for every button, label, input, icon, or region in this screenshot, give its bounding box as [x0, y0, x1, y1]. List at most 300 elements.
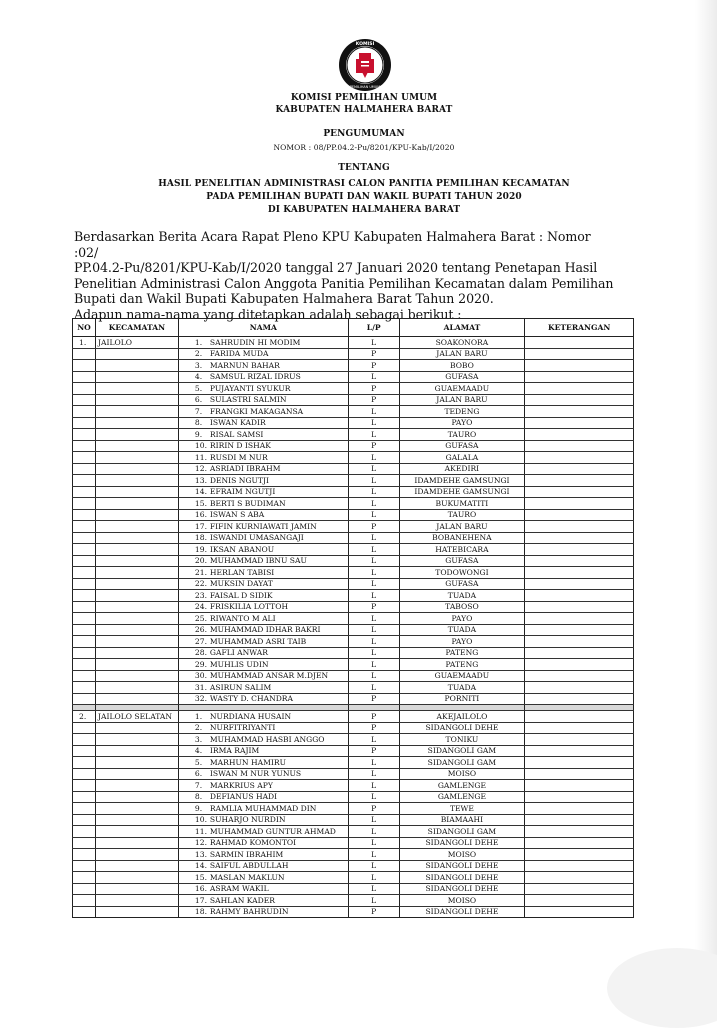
cell-keterangan: [525, 803, 634, 815]
row-number: 19.: [194, 544, 207, 554]
cell-lp: P: [348, 803, 399, 815]
cell-no: [73, 906, 96, 918]
cell-no: [73, 803, 96, 815]
cell-lp: L: [348, 532, 399, 544]
cell-keterangan: [525, 757, 634, 769]
cell-nama: [178, 895, 348, 907]
row-number: 22.: [194, 579, 207, 589]
cell-lp: L: [348, 895, 399, 907]
cell-nama: [178, 768, 348, 780]
subject-line-3: DI KABUPATEN HALMAHERA BARAT: [267, 205, 461, 215]
intro-line: Adapun nama-nama yang ditetapkan adalah sebagai berikut :: [74, 306, 462, 322]
cell-keterangan: [525, 906, 634, 918]
cell-lp: P: [348, 601, 399, 613]
person-name: ISWAN S ABA: [209, 510, 265, 520]
cell-kecamatan: [95, 613, 178, 625]
cell-lp: L: [348, 791, 399, 803]
row-number: 6.: [194, 395, 203, 405]
person-name: MARHUN HAMIRU: [209, 757, 286, 767]
cell-keterangan: [525, 475, 634, 487]
cell-kecamatan: [95, 452, 178, 464]
cell-alamat: AKEDIRI: [399, 463, 525, 475]
cell-no: [73, 682, 96, 694]
row-number: 15.: [194, 498, 207, 508]
cell-kecamatan: [95, 394, 178, 406]
cell-lp: L: [348, 682, 399, 694]
cell-no: [73, 578, 96, 590]
cell-nama: [178, 780, 348, 792]
cell-kecamatan: [95, 791, 178, 803]
row-number: 24.: [194, 602, 207, 612]
announcement-title: PENGUMUMAN: [323, 129, 405, 139]
cell-no: [73, 791, 96, 803]
cell-keterangan: [525, 348, 634, 360]
table-row: [73, 509, 634, 521]
cell-alamat: GALALA: [399, 452, 525, 464]
cell-alamat: AKEJAILOLO: [399, 711, 525, 723]
cell-kecamatan: [95, 883, 178, 895]
cell-kecamatan: [95, 383, 178, 395]
cell-nama: [178, 906, 348, 918]
row-number: 3.: [194, 360, 203, 370]
cell-alamat: PAYO: [399, 636, 525, 648]
cell-alamat: TEDENG: [399, 406, 525, 418]
cell-keterangan: [525, 521, 634, 533]
cell-nama: [178, 636, 348, 648]
table-header-row: [73, 319, 634, 337]
table-row: [73, 348, 634, 360]
cell-alamat: TUADA: [399, 624, 525, 636]
cell-lp: L: [348, 624, 399, 636]
intro-paragraph: [74, 229, 614, 323]
cell-kecamatan: [95, 578, 178, 590]
cell-keterangan: [525, 670, 634, 682]
cell-nama: [178, 860, 348, 872]
cell-kecamatan: [95, 498, 178, 510]
cell-nama: [178, 417, 348, 429]
cell-kecamatan: [95, 555, 178, 567]
cell-keterangan: [525, 383, 634, 395]
cell-no: [73, 486, 96, 498]
cell-kecamatan: [95, 475, 178, 487]
person-name: SAIFUL ABDULLAH: [209, 861, 289, 871]
person-name: SAHRUDIN HI MODIM: [209, 337, 301, 347]
person-name: MUHAMMAD GUNTUR AHMAD: [209, 826, 336, 836]
cell-kecamatan: [95, 895, 178, 907]
cell-nama: [178, 883, 348, 895]
cell-nama: [178, 659, 348, 671]
cell-alamat: PATENG: [399, 659, 525, 671]
cell-no: [73, 780, 96, 792]
cell-nama: [178, 463, 348, 475]
cell-lp: L: [348, 509, 399, 521]
col-header-alamat: ALAMAT: [399, 319, 525, 337]
person-name: MUHAMMAD IDHAR BAKRI: [209, 625, 321, 635]
cell-lp: P: [348, 348, 399, 360]
person-name: SULASTRI SALMIN: [209, 395, 287, 405]
cell-no: 2.: [73, 711, 96, 723]
cell-nama: [178, 803, 348, 815]
intro-line: Berdasarkan Berita Acara Rapat Pleno KPU Kabupaten Halmahera Barat : Nomor :02/: [74, 229, 591, 260]
table-row: [73, 590, 634, 602]
person-name: ISWAN M NUR YUNUS: [209, 769, 302, 779]
cell-lp: L: [348, 780, 399, 792]
table-row: [73, 872, 634, 884]
cell-nama: [178, 693, 348, 705]
row-number: 14.: [194, 487, 207, 497]
cell-nama: [178, 498, 348, 510]
cell-nama: [178, 337, 348, 349]
cell-alamat: GUFASA: [399, 371, 525, 383]
cell-nama: [178, 849, 348, 861]
cell-keterangan: [525, 849, 634, 861]
row-number: 9.: [194, 429, 203, 439]
org-line-1: KOMISI PEMILIHAN UMUM: [290, 93, 438, 103]
cell-no: [73, 757, 96, 769]
table-row: [73, 826, 634, 838]
person-name: MUHLIS UDIN: [209, 659, 269, 669]
cell-nama: [178, 394, 348, 406]
org-line-2: KABUPATEN HALMAHERA BARAT: [275, 105, 453, 115]
cell-lp: L: [348, 417, 399, 429]
cell-alamat: SIDANGOLI DEHE: [399, 837, 525, 849]
cell-nama: [178, 544, 348, 556]
table-row: [73, 383, 634, 395]
cell-kecamatan: [95, 803, 178, 815]
table-row: [73, 670, 634, 682]
cell-lp: L: [348, 860, 399, 872]
person-name: FARIDA MUDA: [209, 349, 269, 359]
cell-kecamatan: JAILOLO: [95, 337, 178, 349]
person-name: RIRIN D ISHAK: [209, 441, 271, 451]
cell-alamat: TONIKU: [399, 734, 525, 746]
cell-lp: L: [348, 768, 399, 780]
row-number: 8.: [194, 792, 203, 802]
cell-lp: L: [348, 463, 399, 475]
cell-alamat: GUFASA: [399, 555, 525, 567]
cell-kecamatan: [95, 780, 178, 792]
row-number: 29.: [194, 659, 207, 669]
person-name: MUHAMMAD IBNU SAU: [209, 556, 307, 566]
cell-no: [73, 383, 96, 395]
row-number: 5.: [194, 383, 203, 393]
cell-kecamatan: [95, 406, 178, 418]
table-row: [73, 803, 634, 815]
person-name: FRISKILIA LOTTOH: [209, 602, 289, 612]
cell-no: [73, 601, 96, 613]
cell-alamat: GUAEMAADU: [399, 670, 525, 682]
person-name: MARKRIUS APY: [209, 780, 273, 790]
cell-no: [73, 883, 96, 895]
cell-nama: [178, 647, 348, 659]
cell-kecamatan: [95, 693, 178, 705]
cell-alamat: MOISO: [399, 895, 525, 907]
cell-lp: L: [348, 647, 399, 659]
row-number: 28.: [194, 648, 207, 658]
cell-lp: P: [348, 521, 399, 533]
cell-nama: [178, 837, 348, 849]
cell-kecamatan: [95, 745, 178, 757]
table-row: [73, 429, 634, 441]
cell-kecamatan: [95, 768, 178, 780]
cell-kecamatan: [95, 544, 178, 556]
cell-nama: [178, 872, 348, 884]
person-name: SUHARJO NURDIN: [209, 815, 286, 825]
cell-alamat: TODOWONGI: [399, 567, 525, 579]
cell-no: [73, 768, 96, 780]
row-number: 31.: [194, 682, 207, 692]
table-row: [73, 360, 634, 372]
person-name: ISWANDI UMASANGAJI: [209, 533, 304, 543]
cell-no: [73, 849, 96, 861]
kpu-logo-icon: [338, 38, 392, 92]
cell-nama: [178, 590, 348, 602]
cell-lp: L: [348, 837, 399, 849]
row-number: 15.: [194, 872, 207, 882]
cell-keterangan: [525, 440, 634, 452]
table-row: [73, 659, 634, 671]
person-name: GAFLI ANWAR: [209, 648, 268, 658]
cell-lp: L: [348, 757, 399, 769]
cell-kecamatan: [95, 670, 178, 682]
person-name: EFRAIM NGUTJI: [209, 487, 276, 497]
person-name: PUJAYANTI SYUKUR: [209, 383, 291, 393]
cell-nama: [178, 440, 348, 452]
cell-kecamatan: [95, 590, 178, 602]
cell-nama: [178, 711, 348, 723]
row-number: 16.: [194, 884, 207, 894]
cell-kecamatan: [95, 826, 178, 838]
cell-kecamatan: [95, 567, 178, 579]
committee-table: [72, 318, 634, 918]
cell-alamat: SIDANGOLI DEHE: [399, 906, 525, 918]
cell-nama: [178, 383, 348, 395]
table-row: [73, 371, 634, 383]
table-row: [73, 734, 634, 746]
cell-lp: P: [348, 440, 399, 452]
cell-kecamatan: [95, 624, 178, 636]
cell-keterangan: [525, 624, 634, 636]
cell-no: [73, 860, 96, 872]
table-row: [73, 780, 634, 792]
cell-keterangan: [525, 659, 634, 671]
cell-kecamatan: [95, 906, 178, 918]
cell-no: [73, 463, 96, 475]
person-name: ASRIADI IBRAHM: [209, 464, 281, 474]
cell-nama: [178, 429, 348, 441]
person-name: SAMSUL RIZAL IDRUS: [209, 372, 301, 382]
row-number: 20.: [194, 556, 207, 566]
cell-alamat: PAYO: [399, 417, 525, 429]
cell-no: [73, 360, 96, 372]
cell-nama: [178, 826, 348, 838]
cell-no: [73, 814, 96, 826]
cell-alamat: GUFASA: [399, 440, 525, 452]
cell-no: [73, 440, 96, 452]
row-number: 7.: [194, 780, 203, 790]
table-row: [73, 906, 634, 918]
cell-no: [73, 624, 96, 636]
table-row: [73, 601, 634, 613]
person-name: NURFITRIYANTI: [209, 723, 276, 733]
cell-kecamatan: [95, 849, 178, 861]
cell-kecamatan: [95, 682, 178, 694]
row-number: 10.: [194, 441, 207, 451]
row-number: 17.: [194, 895, 207, 905]
cell-nama: [178, 624, 348, 636]
table-row: [73, 647, 634, 659]
cell-keterangan: [525, 613, 634, 625]
row-number: 21.: [194, 567, 207, 577]
cell-keterangan: [525, 883, 634, 895]
cell-alamat: SIDANGOLI DEHE: [399, 860, 525, 872]
row-number: 11.: [194, 826, 207, 836]
cell-nama: [178, 555, 348, 567]
cell-alamat: TAURO: [399, 429, 525, 441]
cell-lp: P: [348, 745, 399, 757]
person-name: MASLAN MAKLUN: [209, 872, 285, 882]
cell-lp: L: [348, 452, 399, 464]
cell-alamat: GUFASA: [399, 578, 525, 590]
cell-no: [73, 745, 96, 757]
cell-alamat: BOBO: [399, 360, 525, 372]
cell-lp: L: [348, 613, 399, 625]
cell-keterangan: [525, 406, 634, 418]
cell-kecamatan: [95, 417, 178, 429]
cell-no: [73, 837, 96, 849]
cell-lp: L: [348, 555, 399, 567]
cell-no: [73, 521, 96, 533]
cell-nama: [178, 567, 348, 579]
table-row: [73, 486, 634, 498]
cell-keterangan: [525, 722, 634, 734]
logo-text-top: KOMISI: [355, 42, 375, 47]
person-name: MUHAMMAD ANSAR M.DJEN: [209, 671, 329, 681]
table-row: [73, 532, 634, 544]
cell-keterangan: [525, 734, 634, 746]
cell-keterangan: [525, 647, 634, 659]
col-header-kecamatan: KECAMATAN: [95, 319, 178, 337]
cell-kecamatan: [95, 348, 178, 360]
cell-keterangan: [525, 682, 634, 694]
cell-alamat: TABOSO: [399, 601, 525, 613]
cell-alamat: MOISO: [399, 768, 525, 780]
person-name: DENIS NGUTJI: [209, 475, 270, 485]
cell-keterangan: [525, 417, 634, 429]
person-name: RUSDI M NUR: [209, 452, 268, 462]
cell-lp: L: [348, 659, 399, 671]
cell-alamat: PAYO: [399, 613, 525, 625]
row-number: 2.: [194, 349, 203, 359]
cell-no: [73, 590, 96, 602]
cell-no: [73, 613, 96, 625]
cell-alamat: SIDANGOLI DEHE: [399, 722, 525, 734]
cell-lp: L: [348, 670, 399, 682]
row-number: 30.: [194, 671, 207, 681]
row-number: 2.: [194, 723, 203, 733]
row-number: 6.: [194, 769, 203, 779]
cell-lp: L: [348, 371, 399, 383]
cell-keterangan: [525, 837, 634, 849]
cell-keterangan: [525, 498, 634, 510]
cell-kecamatan: [95, 837, 178, 849]
cell-lp: L: [348, 849, 399, 861]
row-number: 23.: [194, 590, 207, 600]
col-header-nama: NAMA: [178, 319, 348, 337]
cell-no: [73, 348, 96, 360]
table-row: [73, 544, 634, 556]
cell-lp: L: [348, 544, 399, 556]
table-row: [73, 693, 634, 705]
cell-alamat: JALAN BARU: [399, 521, 525, 533]
cell-no: [73, 371, 96, 383]
cell-lp: L: [348, 498, 399, 510]
row-number: 8.: [194, 418, 203, 428]
cell-alamat: BOBANEHENA: [399, 532, 525, 544]
person-name: NURDIANA HUSAIN: [209, 711, 292, 721]
cell-nama: [178, 521, 348, 533]
row-number: 11.: [194, 452, 207, 462]
table-row: [73, 624, 634, 636]
cell-lp: P: [348, 693, 399, 705]
table-row: [73, 768, 634, 780]
cell-keterangan: [525, 360, 634, 372]
cell-keterangan: [525, 337, 634, 349]
table-row: [73, 555, 634, 567]
cell-alamat: JALAN BARU: [399, 394, 525, 406]
cell-lp: L: [348, 636, 399, 648]
cell-nama: [178, 682, 348, 694]
cell-lp: P: [348, 906, 399, 918]
table-row: [73, 613, 634, 625]
table-row: [73, 636, 634, 648]
cell-no: [73, 636, 96, 648]
cell-kecamatan: JAILOLO SELATAN: [95, 711, 178, 723]
cell-keterangan: [525, 636, 634, 648]
cell-lp: L: [348, 578, 399, 590]
row-number: 1.: [194, 711, 203, 721]
cell-keterangan: [525, 872, 634, 884]
cell-lp: L: [348, 475, 399, 487]
cell-nama: [178, 578, 348, 590]
row-number: 10.: [194, 815, 207, 825]
cell-kecamatan: [95, 521, 178, 533]
cell-no: [73, 509, 96, 521]
cell-nama: [178, 452, 348, 464]
cell-kecamatan: [95, 371, 178, 383]
person-name: MARNUN BAHAR: [209, 360, 280, 370]
cell-keterangan: [525, 590, 634, 602]
cell-no: [73, 567, 96, 579]
row-number: 4.: [194, 746, 203, 756]
person-name: MUKSIN DAYAT: [209, 579, 273, 589]
cell-kecamatan: [95, 509, 178, 521]
person-name: HERLAN TABISI: [209, 567, 275, 577]
cell-kecamatan: [95, 429, 178, 441]
cell-no: [73, 544, 96, 556]
row-number: 7.: [194, 406, 203, 416]
table-row: [73, 745, 634, 757]
cell-lp: L: [348, 883, 399, 895]
cell-lp: L: [348, 734, 399, 746]
cell-nama: [178, 814, 348, 826]
cell-keterangan: [525, 371, 634, 383]
cell-keterangan: [525, 463, 634, 475]
cell-no: [73, 498, 96, 510]
cell-lp: P: [348, 711, 399, 723]
table-row: [73, 498, 634, 510]
cell-alamat: GAMLENGE: [399, 780, 525, 792]
